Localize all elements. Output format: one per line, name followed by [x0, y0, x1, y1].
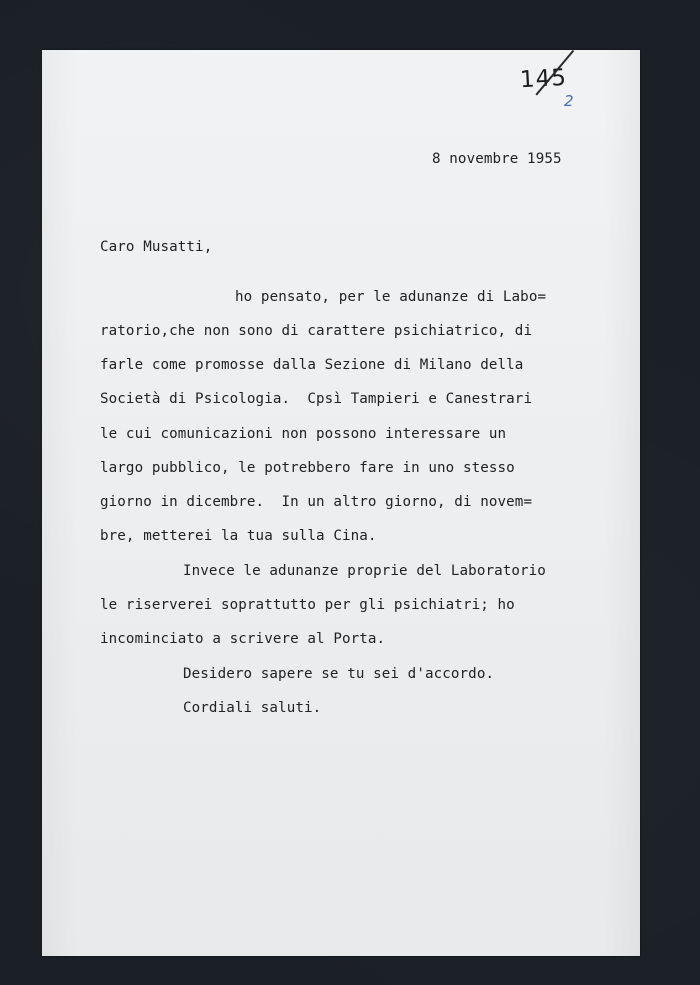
- body-line: le cui comunicazioni non possono interessare un: [100, 426, 507, 442]
- body-line: Invece le adunanze proprie del Laboratorio: [183, 563, 546, 579]
- body-line: bre, metterei la tua sulla Cina.: [100, 528, 377, 544]
- body-line: ratorio,che non sono di carattere psichiatrico, di: [100, 323, 533, 339]
- archive-number: 145: [519, 64, 568, 94]
- body-line: largo pubblico, le potrebbero fare in uno stesso: [100, 460, 515, 476]
- letter-salutation: Caro Musatti,: [100, 239, 213, 255]
- body-line: giorno in dicembre. In un altro giorno, di novem=: [100, 494, 533, 510]
- closing-line: Desidero sapere se tu sei d'accordo.: [183, 666, 495, 682]
- letter-date: 8 novembre 1955: [432, 151, 562, 167]
- body-line: ho pensato, per le adunanze di Labo=: [235, 289, 547, 305]
- body-line: incominciato a scrivere al Porta.: [100, 631, 386, 647]
- body-line: le riserverei soprattutto per gli psichiatri; ho: [100, 597, 515, 613]
- closing-line: Cordiali saluti.: [183, 700, 322, 716]
- body-line: farle come promosse dalla Sezione di Milano della: [100, 357, 524, 373]
- archive-sub-number: 2: [564, 92, 574, 110]
- body-line: Società di Psicologia. Cpsì Tampieri e Canestrari: [100, 391, 533, 407]
